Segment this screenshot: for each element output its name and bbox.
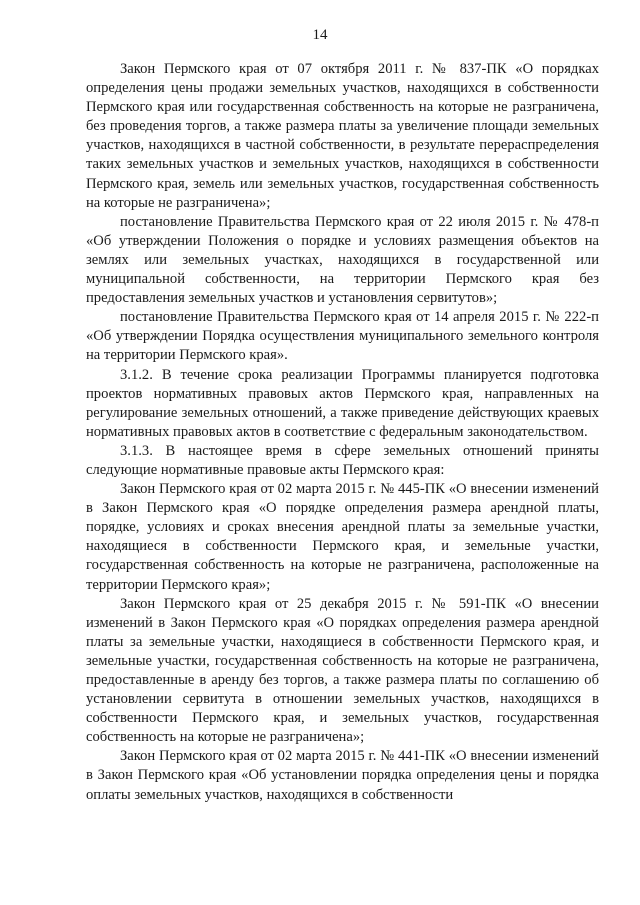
paragraph-resolution-478-p: постановление Правительства Пермского края от 22 июля 2015 г. № 478-п «Об утверждении Положения о порядке и условиях размещения объектов на землях или земельных участках, находящихся в государственной или муниципальной собственности, на территории Пермского края без предоставления земельных участков и установления сервитутов»;: [86, 213, 599, 307]
paragraph-law-445-pk: Закон Пермского края от 02 марта 2015 г. № 445-ПК «О внесении изменений в Закон Пермского края «О порядке определения размера арендной платы, порядке, условиях и сроках внесения арендной платы за земельные участки, находящиеся в собственности Пермского края, и земельные участки, государственная собственность на которые не разграничена, расположенные на территории Пермского края»;: [86, 481, 599, 593]
paragraph-section-3-1-2: 3.1.2. В течение срока реализации Программы планируется подготовка проектов нормативных правовых актов Пермского края, направленных на регулирование земельных отношений, а также приведение действующих краевых нормативных правовых актов в соответствие с федеральным законодательством.: [86, 366, 599, 440]
paragraph-section-3-1-3: 3.1.3. В настоящее время в сфере земельных отношений приняты следующие нормативные правовые акты Пермского края:: [86, 442, 599, 478]
paragraph-law-837-pk: Закон Пермского края от 07 октября 2011 г. № 837-ПК «О порядках определения цены продажи земельных участков, находящихся в собственности Пермского края или государственная собственность на которые не разграничена, без проведения торгов, а также размера платы за увеличение площади земельных участков, находящихся в частной собственности, в результате перераспределения таких земельных участков и земельных участков, находящихся в собственности Пермского края, земель или земельных участков, государственная собственность на которые не разграничена»;: [86, 61, 599, 211]
paragraph-resolution-222-p: постановление Правительства Пермского края от 14 апреля 2015 г. № 222-п «Об утверждении Порядка осуществления муниципального земельного контроля на территории Пермского края».: [86, 309, 599, 364]
page-number: 14: [312, 27, 328, 43]
paragraph-law-441-pk: Закон Пермского края от 02 марта 2015 г. № 441-ПК «О внесении изменений в Закон Пермского края «Об установлении порядка определения цены и порядка оплаты земельных участков, находящихся в собственности: [86, 748, 599, 803]
document-body: [86, 60, 599, 805]
paragraph-law-591-pk: Закон Пермского края от 25 декабря 2015 г. № 591-ПК «О внесении изменений в Закон Пермского края «О порядках определения размера арендной платы за земельные участки, находящиеся в собственности Пермского края, и земельные участки, государственная собственность на которые не разграничена, предоставленные в аренду без торгов, а также размера платы по соглашению об установлении сервитута в отношении земельных участков, находящихся в собственности Пермского края, и земельных участков, государственная собственность на которые не разграничена»;: [86, 595, 599, 746]
